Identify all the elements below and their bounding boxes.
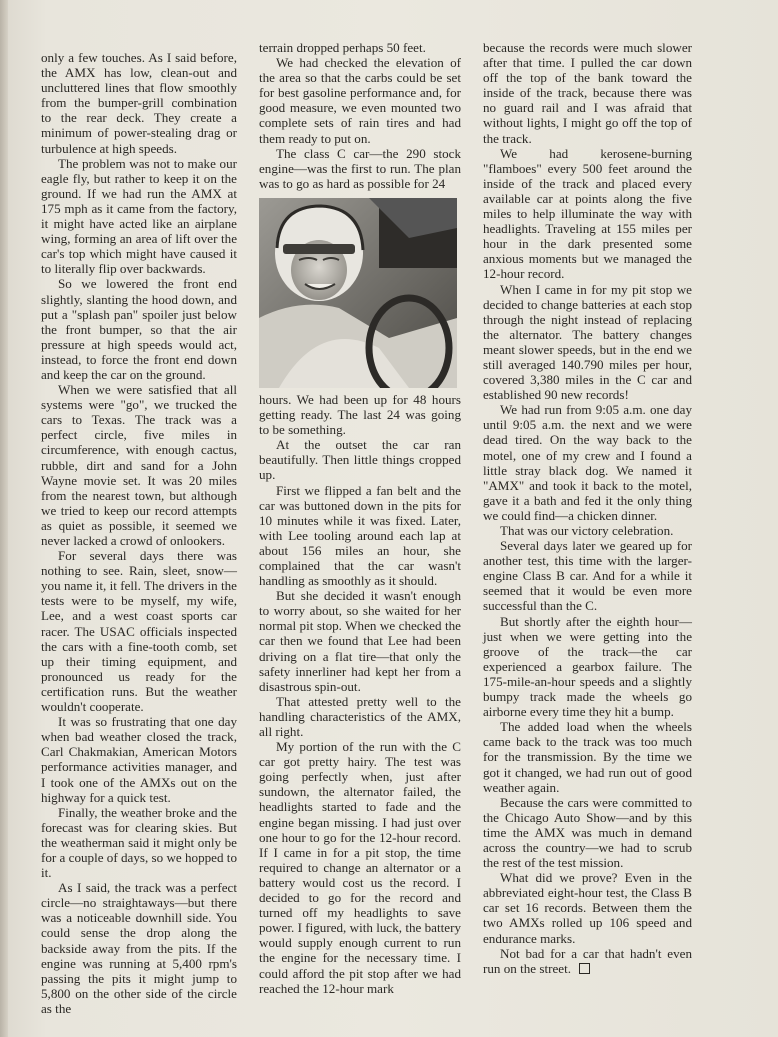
- article-paragraph: As I said, the track was a perfect circle—no straightaways—but there was a noticeable downhill side. You could sense the drop along the backside away from the pits. If the engine was running at 5,400 rpm's passing the pits it might jump to 5,800 on the other side of the circle as the: [41, 880, 237, 1016]
- article-paragraph: The problem was not to make our eagle fly, but rather to keep it on the ground. If we had run the AMX at 175 mph as it came from the factory, it might have acted like an airplane wing, forming an area of lift over the car's top which might have caused it to literally flip over backwards.: [41, 155, 237, 277]
- article-paragraph: Because the cars were committed to the Chicago Auto Show—and by this time the AMX was much in demand across the country—we had to scrub the rest of the test mission.: [483, 794, 692, 871]
- article-paragraph: hours. We had been up for 48 hours getting ready. The last 24 was going to be something.: [259, 391, 461, 438]
- article-paragraph: What did we prove? Even in the abbreviated eight-hour test, the Class B car set 16 records. Between them the two AMXs rolled up 106 speed and endurance marks.: [483, 870, 692, 946]
- article-paragraph: We had checked the elevation of the area so that the carbs could be set for best gasoline performance and, for good measure, we even mounted two complete sets of rain tires and had them ready to put on.: [259, 55, 461, 146]
- article-paragraph: because the records were much slower after that time. I pulled the car down off the top of the bank toward the inside of the track, because there was no guard rail and I was afraid that without lights, I might go off the top of the track.: [483, 40, 692, 146]
- article-column-2: [259, 40, 461, 996]
- article-paragraph: When we were satisfied that all systems were "go", we trucked the cars to Texas. The track was a perfect circle, five miles in circumference, with enough cactus, rubble, dirt and sand for a John Wayne movie set. It was 20 miles from the nearest town, but although we tried to keep our record attempts as quiet as possible, it seemed we never lacked a crowd of onlookers.: [41, 382, 237, 548]
- article-paragraph: Several days later we geared up for another test, this time with the larger-engine Class B car. And for a while it seemed that it would be even more successful than the C.: [483, 538, 692, 614]
- article-column-3: [483, 40, 692, 976]
- article-paragraph: It was so frustrating that one day when bad weather closed the track, Carl Chakmakian, American Motors performance activities manager, and I took one of the AMXs out on the highway for a quick test.: [41, 714, 237, 805]
- article-column-1: [41, 50, 237, 1016]
- article-paragraph: Not bad for a car that hadn't even run on the street.: [483, 945, 692, 976]
- article-paragraph: only a few touches. As I said before, the AMX has low, clean-out and uncluttered lines that flow smoothly from the bumper-grill combination to the rear deck. They create a minimum of power-stealing drag or turbulence at high speeds.: [41, 50, 237, 156]
- end-of-article-mark: [579, 963, 590, 974]
- article-paragraph: Finally, the weather broke and the forecast was for clearing skies. But the weatherman said it might only be for a couple of days, so we hopped to it.: [41, 804, 237, 881]
- article-paragraph: That attested pretty well to the handling characteristics of the AMX, all right.: [259, 693, 461, 739]
- article-paragraph: terrain dropped perhaps 50 feet.: [259, 40, 426, 55]
- article-paragraph: We had kerosene-burning "flamboes" every 500 feet around the inside of the track and placed every available car at points along the five miles to help illuminate the way with headlights. Traveling at 155 miles per hour in the dark presented some anxious moments but we managed the 12-hour record.: [483, 145, 692, 282]
- column-2-bottom-text: [259, 392, 461, 996]
- article-paragraph: The class C car—the 290 stock engine—was the first to run. The plan was to go as hard as possible for 24: [259, 145, 461, 191]
- article-paragraph: So we lowered the front end slightly, slanting the hood down, and put a "splash pan" spoiler just below the front bumper, so that the air pressure at high speeds would act, instead, to force the front end down and keep the car on the ground.: [41, 276, 237, 382]
- article-paragraph: At the outset the car ran beautifully. Then little things cropped up.: [259, 437, 461, 483]
- article-paragraph: But shortly after the eighth hour—just when we were getting into the groove of the track—the car experienced a gearbox failure. The 175-mile-an-hour speeds and a slightly bumpy track made the wheels go airborne every time they hit a bump.: [483, 613, 692, 720]
- article-paragraph: First we flipped a fan belt and the car was buttoned down in the pits for 10 minutes while it was fixed. Later, with Lee tooling around each lap at about 156 miles an hour, she complained that the car wasn't handling as smoothly as it should.: [259, 482, 461, 589]
- article-paragraph: But she decided it wasn't enough to worry about, so she waited for her normal pit stop. When we checked the car then we found that Lee had been driving on a flat tire—that only the safety innerliner had kept her from a disastrous spin-out.: [259, 588, 461, 694]
- article-paragraph: That was our victory celebration.: [500, 523, 674, 538]
- article-paragraph: The added load when the wheels came back to the track was too much for the transmission. By the time we got it changed, we had run out of good weather again.: [483, 719, 692, 795]
- article-paragraph: My portion of the run with the C car got pretty hairy. The test was going perfectly when, just after sundown, the alternator failed, the headlights started to fade and the engine began missing. I had just over one hour to go for the 12-hour record. If I came in for a pit stop, the time required to change an alternator or a battery would cost us the record. I decided to go for the record and turned off my headlights to save power. I figured, with luck, the battery would supply enough current to run the engine for the necessary time. I could afford the pit stop after we had reached the 12-hour mark: [259, 739, 461, 996]
- article-paragraph: When I came in for my pit stop we decided to change batteries at each stop through the night instead of replacing the alternator. The battery changes meant slower speeds, but in the end we still averaged 140.790 miles per hour, covered 3,380 miles in the C car and established 90 new records!: [483, 281, 692, 403]
- page-spine-shadow: [0, 0, 8, 1037]
- column-2-top-text: [259, 40, 461, 191]
- article-paragraph: We had run from 9:05 a.m. one day until 9:05 a.m. the next and we were dead tired. On the way back to the motel, one of my crew and I found a little stray black dog. We named it "AMX" and took it back to the motel, gave it a bath and fed it the only thing we could find—a chicken dinner.: [483, 402, 692, 523]
- article-paragraph: For several days there was nothing to see. Rain, sleet, snow—you name it, it fell. The drivers in the tests were to be myself, my wife, Lee, and a west coast sports car racer. The USAC officials inspected the cars with a fine-tooth comb, set up their timing equipment, and pronounced us ready for the certification runs. But the weather wouldn't cooperate.: [41, 548, 237, 715]
- driver-in-car-image: [259, 198, 457, 388]
- driver-photo: [259, 198, 457, 388]
